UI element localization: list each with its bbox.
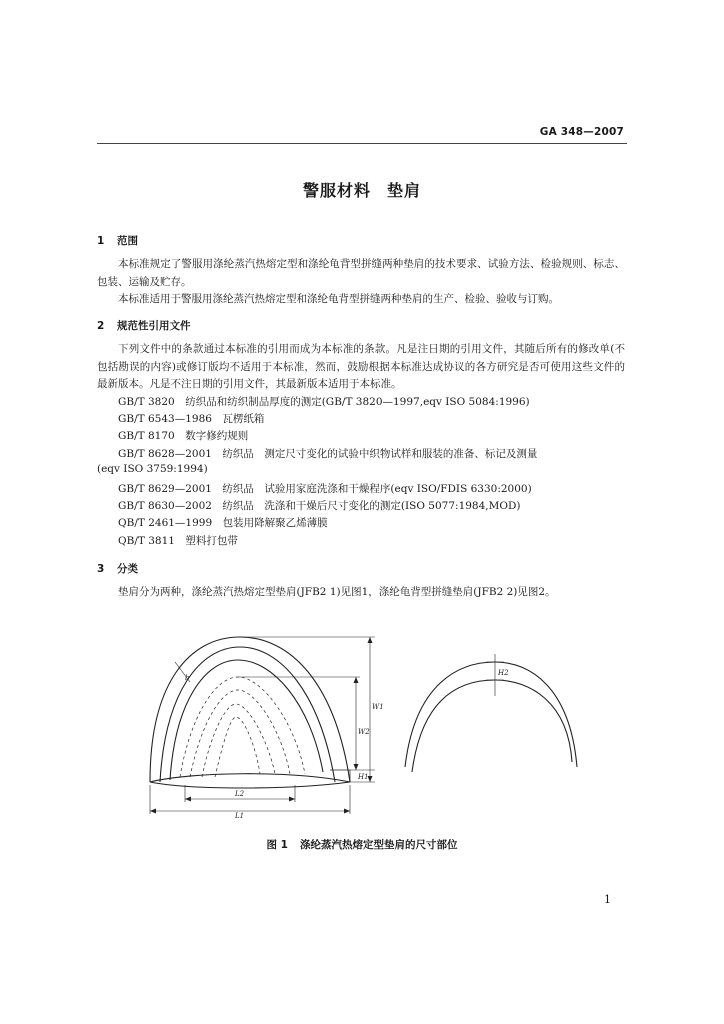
title-part1: 警服材料 [302, 181, 371, 200]
section-3-heading [97, 561, 138, 576]
dimension-label-l2: L2 [235, 790, 245, 798]
reference-item: GB/T 6543—1986 瓦楞纸箱 [118, 413, 265, 425]
pad-inner-arch [160, 647, 335, 782]
dimension-label-w2: W2 [358, 728, 370, 736]
figure-caption-number: 图 1 [266, 839, 288, 851]
dimension-label-l1: L1 [235, 812, 245, 820]
figure-caption [0, 837, 724, 852]
dimension-label-h1: H1 [358, 773, 369, 781]
section-1-title: 范围 [117, 235, 138, 247]
section-1-number: 1 [97, 235, 105, 247]
reference-item: GB/T 8628—2001 纺织品 测定尺寸变化的试验中织物试样和服装的准备、标记及测量 [118, 448, 538, 460]
section-1-para-2: 本标准适用于警服用涤纶蒸汽热熔定型和涤纶龟背型拼缝两种垫肩的生产、检验、验收与订购。 [118, 293, 559, 305]
reference-item: GB/T 8630—2002 纺织品 洗涤和干燥后尺寸变化的测定(ISO 5077:1984,MOD) [118, 500, 521, 512]
section-3-title: 分类 [117, 563, 138, 575]
section-2-title: 规范性引用文件 [117, 320, 191, 332]
dimension-label-w1: W1 [372, 703, 384, 711]
figure-1-diagram [130, 622, 590, 822]
reference-item: GB/T 3820 纺织品和纺织制品厚度的测定(GB/T 3820—1997,eqv ISO 5084:1996) [118, 396, 530, 408]
section-1-heading [97, 233, 138, 248]
title-part2: 垫肩 [387, 181, 422, 200]
section-2-heading [97, 318, 191, 333]
reference-item: GB/T 8629—2001 纺织品 试验用家庭洗涤和干燥程序(eqv ISO/FDIS 6330:2000) [118, 483, 532, 495]
reference-item: GB/T 8170 数字修约规则 [118, 430, 249, 442]
dimension-label-b: b [185, 674, 190, 682]
section-2-number: 2 [97, 320, 105, 332]
figure-caption-text: 涤纶蒸汽热熔定型垫肩的尺寸部位 [299, 839, 458, 851]
reference-item: QB/T 3811 塑料打包带 [118, 535, 238, 547]
dimension-label-h2: H2 [498, 669, 509, 677]
header-rule [97, 143, 627, 144]
reference-item: QB/T 2461—1999 包装用降解聚乙烯薄膜 [118, 517, 328, 529]
page-number: 1 [604, 893, 611, 906]
standard-number: GA 348—2007 [539, 126, 624, 138]
pad2-inner-arch [412, 680, 572, 772]
page-title [0, 178, 724, 201]
pad-inner-arch-2 [170, 660, 323, 780]
section-3-para-1: 垫肩分为两种，涤纶蒸汽热熔定型垫肩(JFB2 1)见图1，涤纶龟背型拼缝垫肩(JFB2 2)见图2。 [118, 586, 556, 598]
reference-item-continuation: (eqv ISO 3759:1994) [97, 463, 208, 475]
section-3-number: 3 [97, 563, 105, 575]
section-1-para-1: 本标准规定了警服用涤纶蒸汽热熔定型和涤纶龟背型拼缝两种垫肩的技术要求、试验方法、检验规则、标志、包装、运输及贮存。 [97, 258, 625, 288]
section-2-intro: 下列文件中的条款通过本标准的引用而成为本标准的条款。凡是注日期的引用文件，其随后所有的修改单(不包括勘误的内容)或修订版均不适用于本标准，然而，鼓励根据本标准达成协议的各方研究是否可使用这些文件的最新版本。凡是不注日期的引用文件，其最新版本适用于本标准。 [97, 343, 625, 390]
